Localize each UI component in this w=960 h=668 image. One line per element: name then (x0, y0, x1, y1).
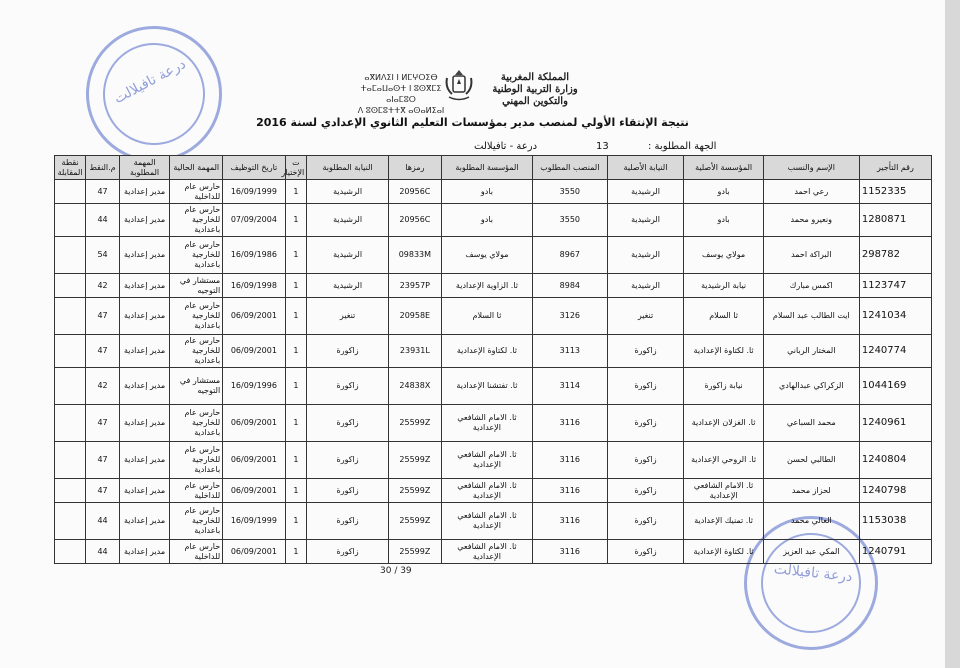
post-cell: 8984 (533, 274, 607, 298)
region-name: درعة - تافيلالت (474, 141, 538, 152)
original-institution-cell: ثا السلام (684, 298, 763, 335)
requested-institution-cell: ثا. الزاوية الإعدادية (441, 274, 532, 298)
requested-directorate-cell: زاكورة (307, 503, 389, 540)
col-choice: ت الإختيار (285, 156, 307, 180)
score-cell: 47 (86, 298, 120, 335)
choice-cell: 1 (285, 237, 307, 274)
region-number: 13 (596, 141, 609, 152)
original-institution-cell: ثا. لكتاوة الإعدادية (684, 335, 763, 368)
col-score: م.النقط (86, 156, 120, 180)
payroll-id-cell: 1152335 (859, 180, 931, 204)
requested-institution-cell: بادو (441, 204, 532, 237)
requested-role-cell: مدير إعدادية (119, 335, 169, 368)
table-row (55, 442, 932, 479)
original-institution-cell: ثا. الروحي الإعدادية (684, 442, 763, 479)
original-institution-cell: نيابة زاكورة (684, 368, 763, 405)
requested-role-cell: مدير إعدادية (119, 204, 169, 237)
post-cell: 3116 (533, 540, 607, 564)
choice-cell: 1 (285, 298, 307, 335)
payroll-id-cell: 1240804 (859, 442, 931, 479)
hire-date-cell: 16/09/1998 (223, 274, 285, 298)
hire-date-cell: 06/09/2001 (223, 405, 285, 442)
original-institution-cell: نيابة الرشيدية (684, 274, 763, 298)
score-cell: 47 (86, 335, 120, 368)
requested-institution-cell: ثا. الامام الشافعي الإعدادية (441, 405, 532, 442)
code-cell: 25599Z (388, 540, 441, 564)
col-name: الإسم والنسب (763, 156, 859, 180)
header-tifinagh (346, 72, 456, 116)
score-cell: 47 (86, 442, 120, 479)
payroll-id-cell: 1280871 (859, 204, 931, 237)
payroll-id-cell: 1123747 (859, 274, 931, 298)
hire-date-cell: 16/09/1986 (223, 237, 285, 274)
post-cell: 3116 (533, 405, 607, 442)
requested-institution-cell: ثا السلام (441, 298, 532, 335)
original-institution-cell: مولاي يوسف (684, 237, 763, 274)
choice-cell: 1 (285, 503, 307, 540)
header-arabic-line3: والتكوين المهني (502, 96, 568, 107)
name-cell: المكي عبد العزيز (763, 540, 859, 564)
name-cell: الزكراكي عبدالهادي (763, 368, 859, 405)
payroll-id-cell: 1240774 (859, 335, 931, 368)
col-requested-role: المهمة المطلوبة (119, 156, 169, 180)
col-original-institution: المؤسسة الأصلية (684, 156, 763, 180)
requested-directorate-cell: زاكورة (307, 479, 389, 503)
requested-role-cell: مدير إعدادية (119, 368, 169, 405)
header-arabic-line1: المملكة المغربية (500, 72, 570, 83)
requested-role-cell: مدير إعدادية (119, 237, 169, 274)
requested-institution-cell: مولاي يوسف (441, 237, 532, 274)
col-post: المنصب المطلوب (533, 156, 607, 180)
score-cell: 44 (86, 204, 120, 237)
requested-directorate-cell: الرشيدية (307, 274, 389, 298)
requested-institution-cell: ثا. لكتاوة الإعدادية (441, 335, 532, 368)
table-row (55, 237, 932, 274)
requested-institution-cell: ثا. تفتشنا الإعدادية (441, 368, 532, 405)
code-cell: 23931L (388, 335, 441, 368)
original-institution-cell: ثا. لكتاوة الإعدادية (684, 540, 763, 564)
choice-cell: 1 (285, 274, 307, 298)
col-hire-date: تاريخ التوظيف (223, 156, 285, 180)
score-cell: 47 (86, 180, 120, 204)
code-cell: 25599Z (388, 479, 441, 503)
table-row (55, 335, 932, 368)
score-cell: 42 (86, 368, 120, 405)
name-cell: ايت الطالب عبد السلام (763, 298, 859, 335)
current-role-cell: حارس عام للخارجية باعدادية (170, 237, 223, 274)
requested-directorate-cell: زاكورة (307, 368, 389, 405)
code-cell: 20956C (388, 180, 441, 204)
requested-directorate-cell: تنغير (307, 298, 389, 335)
name-cell: ونعيرو محمد (763, 204, 859, 237)
post-cell: 3550 (533, 180, 607, 204)
table-row (55, 204, 932, 237)
post-cell: 3113 (533, 335, 607, 368)
table-row (55, 405, 932, 442)
post-cell: 3116 (533, 503, 607, 540)
stamp-center-text-2: درعة تافيلالت (773, 561, 854, 586)
interview-cell (55, 335, 86, 368)
interview-cell (55, 479, 86, 503)
original-institution-cell: بادو (684, 180, 763, 204)
header-arabic (480, 72, 590, 108)
hire-date-cell: 06/09/2001 (223, 335, 285, 368)
requested-institution-cell: ثا. الامام الشافعي الإعدادية (441, 479, 532, 503)
name-cell: البراكة احمد (763, 237, 859, 274)
payroll-id-cell: 1240961 (859, 405, 931, 442)
choice-cell: 1 (285, 335, 307, 368)
original-directorate-cell: الرشيدية (607, 274, 684, 298)
name-cell: العالي محمد (763, 503, 859, 540)
post-cell: 8967 (533, 237, 607, 274)
requested-directorate-cell: زاكورة (307, 442, 389, 479)
code-cell: 20958E (388, 298, 441, 335)
requested-role-cell: مدير إعدادية (119, 540, 169, 564)
post-cell: 3116 (533, 479, 607, 503)
original-institution-cell: ثا. الامام الشافعي الإعدادية (684, 479, 763, 503)
table-header-row (55, 156, 932, 180)
scan-edge (945, 0, 960, 668)
requested-role-cell: مدير إعدادية (119, 405, 169, 442)
official-stamp-top (68, 8, 239, 179)
table-row (55, 479, 932, 503)
score-cell: 42 (86, 274, 120, 298)
requested-role-cell: مدير إعدادية (119, 479, 169, 503)
original-directorate-cell: زاكورة (607, 405, 684, 442)
header-tifinagh-line3: ⴷ ⵓⵙⵎⵓⵜⵜⴳ ⴰⵙⴰⵍⵉⴰⵏ (357, 106, 445, 115)
col-requested-institution: المؤسسة المطلوبة (441, 156, 532, 180)
table-body (55, 180, 932, 564)
interview-cell (55, 442, 86, 479)
hire-date-cell: 16/09/1999 (223, 503, 285, 540)
original-directorate-cell: زاكورة (607, 442, 684, 479)
col-original-directorate: النيابة الأصلية (607, 156, 684, 180)
table-row (55, 274, 932, 298)
payroll-id-cell: 1153038 (859, 503, 931, 540)
requested-institution-cell: ثا. الامام الشافعي الإعدادية (441, 540, 532, 564)
hire-date-cell: 06/09/2001 (223, 540, 285, 564)
current-role-cell: حارس عام للخارجية باعدادية (170, 405, 223, 442)
interview-cell (55, 298, 86, 335)
current-role-cell: حارس عام للخارجية باعدادية (170, 335, 223, 368)
requested-role-cell: مدير إعدادية (119, 180, 169, 204)
choice-cell: 1 (285, 368, 307, 405)
post-cell: 3550 (533, 204, 607, 237)
choice-cell: 1 (285, 405, 307, 442)
current-role-cell: حارس عام للخارجية باعدادية (170, 204, 223, 237)
choice-cell: 1 (285, 479, 307, 503)
table-row (55, 180, 932, 204)
requested-role-cell: مدير إعدادية (119, 503, 169, 540)
table-row (55, 540, 932, 564)
results-table (54, 155, 932, 564)
current-role-cell: حارس عام للخارجية باعدادية (170, 503, 223, 540)
hire-date-cell: 06/09/2001 (223, 298, 285, 335)
score-cell: 54 (86, 237, 120, 274)
col-requested-directorate: النيابة المطلوبة (307, 156, 389, 180)
current-role-cell: حارس عام للداخلية (170, 180, 223, 204)
current-role-cell: حارس عام للداخلية (170, 479, 223, 503)
current-role-cell: حارس عام للخارجية باعدادية (170, 442, 223, 479)
requested-role-cell: مدير إعدادية (119, 442, 169, 479)
interview-cell (55, 503, 86, 540)
interview-cell (55, 180, 86, 204)
requested-directorate-cell: الرشيدية (307, 180, 389, 204)
hire-date-cell: 16/09/1996 (223, 368, 285, 405)
original-directorate-cell: زاكورة (607, 479, 684, 503)
original-directorate-cell: زاكورة (607, 503, 684, 540)
original-institution-cell: ثا. الغزلان الإعدادية (684, 405, 763, 442)
payroll-id-cell: 1240798 (859, 479, 931, 503)
interview-cell (55, 405, 86, 442)
choice-cell: 1 (285, 540, 307, 564)
score-cell: 44 (86, 540, 120, 564)
original-directorate-cell: زاكورة (607, 368, 684, 405)
post-cell: 3126 (533, 298, 607, 335)
interview-cell (55, 274, 86, 298)
name-cell: لحزاز محمد (763, 479, 859, 503)
score-cell: 44 (86, 503, 120, 540)
name-cell: اكمس مبارك (763, 274, 859, 298)
col-code: رمزها (388, 156, 441, 180)
original-directorate-cell: الرشيدية (607, 237, 684, 274)
col-current-role: المهمة الحالية (170, 156, 223, 180)
hire-date-cell: 07/09/2004 (223, 204, 285, 237)
code-cell: 23957P (388, 274, 441, 298)
original-institution-cell: ثا. تمنيك الإعدادية (684, 503, 763, 540)
document-title: نتيجة الإنتقاء الأولي لمنصب مدير بمؤسسات التعليم الثانوي الإعدادي لسنة 2016 (256, 116, 689, 129)
requested-directorate-cell: زاكورة (307, 540, 389, 564)
post-cell: 3114 (533, 368, 607, 405)
requested-role-cell: مدير إعدادية (119, 298, 169, 335)
code-cell: 25599Z (388, 503, 441, 540)
code-cell: 25599Z (388, 442, 441, 479)
header-tifinagh-line2: ⵜⴰⵎⴰⵡⴰⵙⵜ ⵏ ⵓⵙⴳⵎⵉ ⴰⵏⴰⵎⵓⵔ (360, 84, 442, 104)
original-institution-cell: بادو (684, 204, 763, 237)
requested-institution-cell: ثا. الامام الشافعي الإعدادية (441, 442, 532, 479)
table-row (55, 368, 932, 405)
original-directorate-cell: الرشيدية (607, 204, 684, 237)
hire-date-cell: 06/09/2001 (223, 479, 285, 503)
choice-cell: 1 (285, 204, 307, 237)
hire-date-cell: 06/09/2001 (223, 442, 285, 479)
interview-cell (55, 237, 86, 274)
hire-date-cell: 16/09/1999 (223, 180, 285, 204)
original-directorate-cell: زاكورة (607, 335, 684, 368)
original-directorate-cell: تنغير (607, 298, 684, 335)
region-label: الجهة المطلوبة : (648, 141, 717, 152)
name-cell: رعي احمد (763, 180, 859, 204)
original-directorate-cell: الرشيدية (607, 180, 684, 204)
code-cell: 20956C (388, 204, 441, 237)
stamp-center-text: درعة تافيلالت (111, 56, 189, 108)
header-tifinagh-line1: ⴰⴳⵍⴷⵉⵏ ⵏ ⵍⵎⵖⵔⵉⴱ (364, 73, 438, 82)
code-cell: 09833M (388, 237, 441, 274)
payroll-id-cell: 1240791 (859, 540, 931, 564)
requested-role-cell: مدير إعدادية (119, 274, 169, 298)
requested-directorate-cell: زاكورة (307, 335, 389, 368)
name-cell: محمد السباعي (763, 405, 859, 442)
score-cell: 47 (86, 479, 120, 503)
requested-directorate-cell: زاكورة (307, 405, 389, 442)
payroll-id-cell: 298782 (859, 237, 931, 274)
current-role-cell: مستشار في التوجيه (170, 368, 223, 405)
table-row (55, 298, 932, 335)
payroll-id-cell: 1044169 (859, 368, 931, 405)
current-role-cell: حارس عام للداخلية (170, 540, 223, 564)
code-cell: 24838X (388, 368, 441, 405)
original-directorate-cell: زاكورة (607, 540, 684, 564)
choice-cell: 1 (285, 442, 307, 479)
current-role-cell: مستشار في التوجيه (170, 274, 223, 298)
payroll-id-cell: 1241034 (859, 298, 931, 335)
interview-cell (55, 368, 86, 405)
requested-directorate-cell: الرشيدية (307, 204, 389, 237)
score-cell: 47 (86, 405, 120, 442)
name-cell: الطالبي لحسن (763, 442, 859, 479)
interview-cell (55, 204, 86, 237)
requested-directorate-cell: الرشيدية (307, 237, 389, 274)
interview-cell (55, 540, 86, 564)
requested-institution-cell: ثا. الامام الشافعي الإعدادية (441, 503, 532, 540)
current-role-cell: حارس عام للخارجية باعدادية (170, 298, 223, 335)
choice-cell: 1 (285, 180, 307, 204)
page-number: 30 / 39 (380, 566, 412, 576)
coat-of-arms-emblem (444, 68, 474, 104)
code-cell: 25599Z (388, 405, 441, 442)
table-row (55, 503, 932, 540)
header-arabic-line2: وزارة التربية الوطنية (492, 84, 578, 95)
col-interview: نقطة المقابلة (55, 156, 86, 180)
requested-institution-cell: بادو (441, 180, 532, 204)
name-cell: المختار الرباني (763, 335, 859, 368)
col-payroll-id: رقم التأجير (859, 156, 931, 180)
post-cell: 3116 (533, 442, 607, 479)
